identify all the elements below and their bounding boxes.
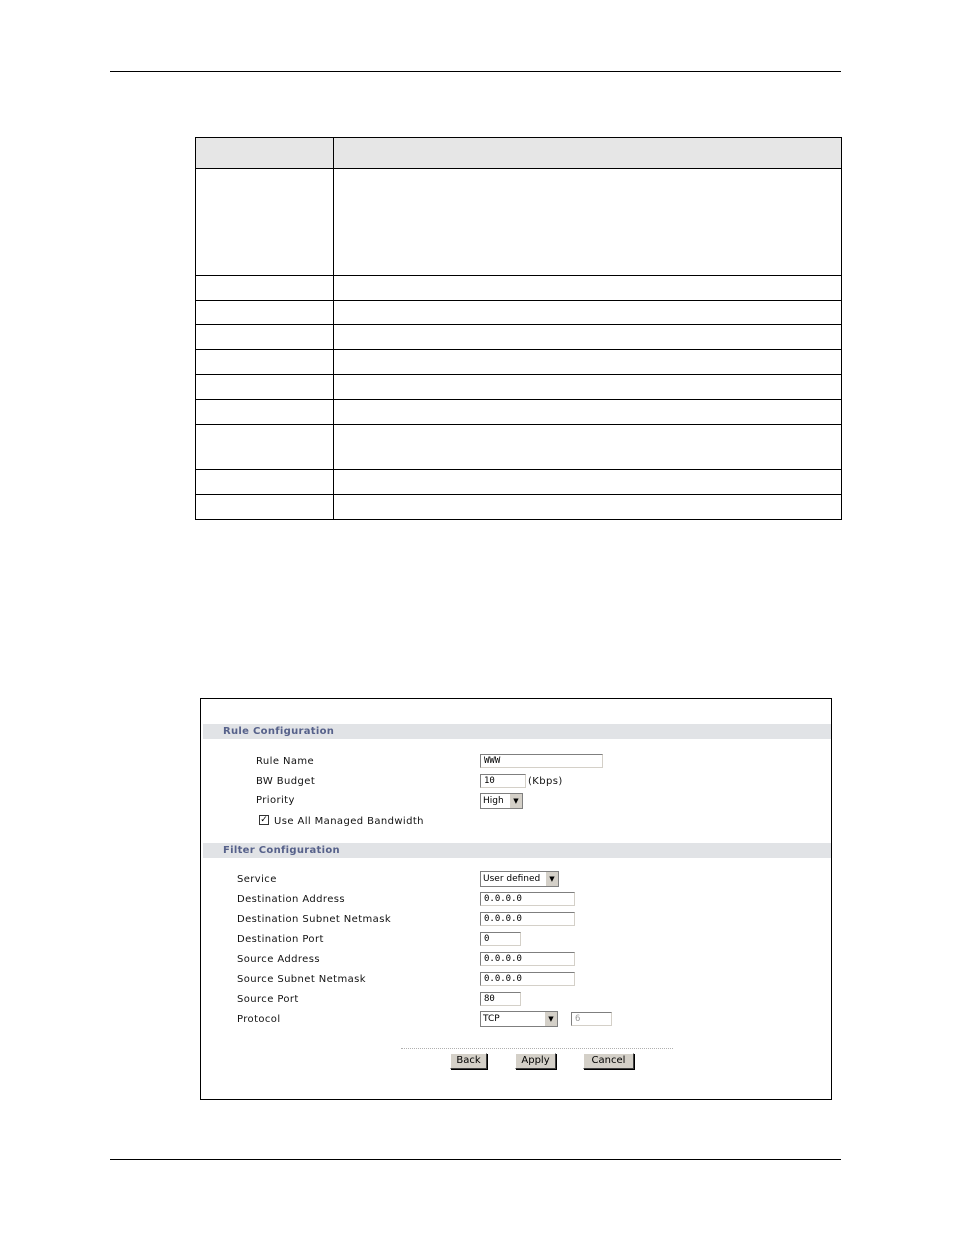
use-all-bandwidth-label: Use All Managed Bandwidth — [274, 816, 424, 827]
table-cell-description — [334, 276, 842, 301]
rule-config-screenshot — [200, 698, 832, 1100]
rule-name-input[interactable]: WWW — [480, 754, 603, 768]
chevron-down-icon: ▼ — [545, 872, 558, 886]
back-button[interactable]: Back — [450, 1053, 487, 1069]
source-subnet-netmask-input[interactable]: 0.0.0.0 — [480, 972, 575, 986]
bw-unit-label: (Kbps) — [528, 776, 563, 787]
source-port-label: Source Port — [237, 994, 299, 1005]
table-cell-label — [196, 495, 334, 520]
chevron-down-icon: ▼ — [509, 794, 522, 808]
protocol-select-value: TCP — [483, 1014, 500, 1024]
table-cell-label — [196, 400, 334, 425]
table-row — [196, 495, 842, 520]
priority-select[interactable] — [480, 793, 523, 809]
destination-port-input[interactable]: 0 — [480, 932, 521, 946]
table-header-row — [196, 138, 842, 169]
source-port-input[interactable]: 80 — [480, 992, 521, 1006]
table-cell-description — [334, 400, 842, 425]
table-row — [196, 350, 842, 375]
bw-budget-input[interactable]: 10 — [480, 774, 526, 788]
table-cell-label — [196, 169, 334, 276]
priority-select-value: High — [483, 796, 504, 806]
service-select-value: User defined — [483, 874, 541, 884]
chevron-down-icon: ▼ — [544, 1012, 557, 1026]
table-cell-description — [334, 495, 842, 520]
table-header-description — [334, 138, 842, 169]
button-divider — [401, 1048, 673, 1049]
table-row — [196, 276, 842, 301]
table-header-label — [196, 138, 334, 169]
use-all-bandwidth-checkbox[interactable]: ✓ — [260, 815, 268, 825]
header-rule — [110, 71, 841, 72]
table-row — [196, 375, 842, 400]
table-cell-description — [334, 425, 842, 470]
table-row — [196, 400, 842, 425]
source-address-label: Source Address — [237, 954, 320, 965]
priority-label: Priority — [256, 795, 295, 806]
source-subnet-netmask-label: Source Subnet Netmask — [237, 974, 366, 985]
table-cell-label — [196, 425, 334, 470]
field-description-table — [195, 137, 842, 520]
destination-subnet-netmask-label: Destination Subnet Netmask — [237, 914, 392, 925]
source-address-input[interactable]: 0.0.0.0 — [480, 952, 575, 966]
service-select[interactable] — [480, 871, 559, 887]
table-cell-description — [334, 350, 842, 375]
table-cell-description — [334, 375, 842, 400]
service-label: Service — [237, 874, 277, 885]
filter-configuration-heading: Filter Configuration — [203, 843, 831, 858]
destination-address-label: Destination Address — [237, 894, 345, 905]
protocol-select[interactable] — [480, 1011, 558, 1027]
destination-port-label: Destination Port — [237, 934, 324, 945]
footer-rule — [110, 1159, 841, 1160]
table-row — [196, 470, 842, 495]
table-cell-description — [334, 325, 842, 350]
destination-address-input[interactable]: 0.0.0.0 — [480, 892, 575, 906]
table-cell-description — [334, 169, 842, 276]
table-cell-label — [196, 375, 334, 400]
protocol-number-input: 6 — [571, 1012, 612, 1026]
destination-subnet-netmask-input[interactable]: 0.0.0.0 — [480, 912, 575, 926]
rule-name-label: Rule Name — [256, 756, 315, 767]
table-row — [196, 325, 842, 350]
table-cell-description — [334, 470, 842, 495]
table-cell-label — [196, 301, 334, 325]
table-cell-label — [196, 470, 334, 495]
cancel-button[interactable]: Cancel — [583, 1053, 634, 1069]
table-cell-description — [334, 301, 842, 325]
table-row — [196, 425, 842, 470]
table-cell-label — [196, 350, 334, 375]
table-row — [196, 301, 842, 325]
table-cell-label — [196, 276, 334, 301]
table-cell-label — [196, 325, 334, 350]
apply-button[interactable]: Apply — [515, 1053, 556, 1069]
bw-budget-label: BW Budget — [256, 776, 316, 787]
rule-configuration-heading: Rule Configuration — [203, 724, 831, 739]
table-row — [196, 169, 842, 276]
protocol-label: Protocol — [237, 1014, 281, 1025]
